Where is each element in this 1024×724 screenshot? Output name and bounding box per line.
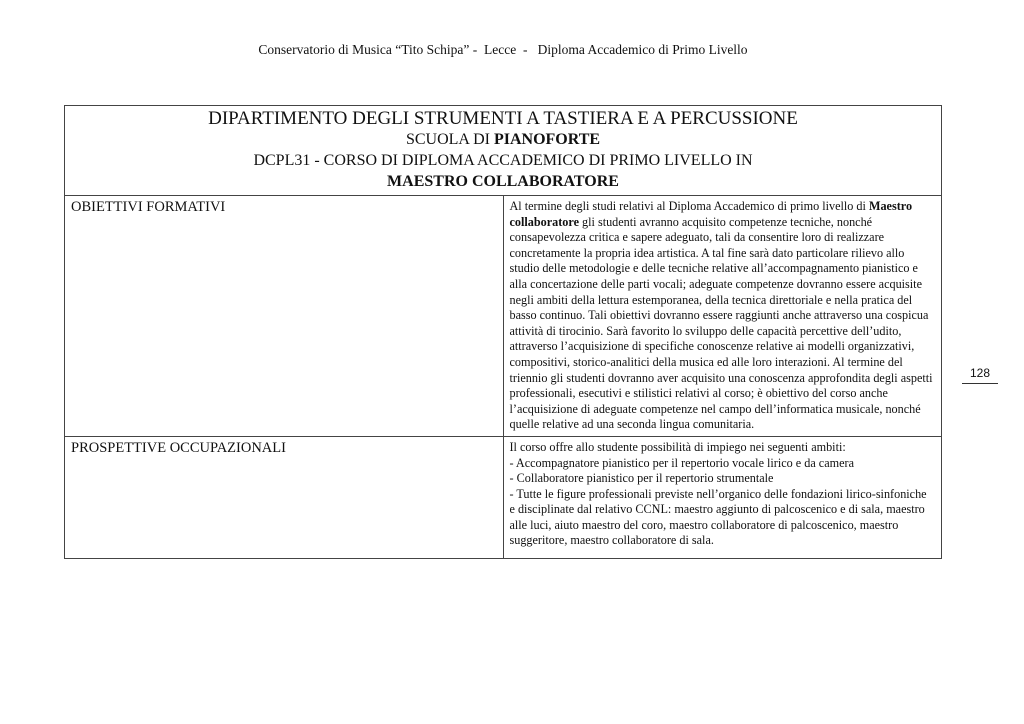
prospects-item: - Collaboratore pianistico per il repertorio strumentale bbox=[509, 471, 774, 486]
course-name bbox=[69, 171, 937, 192]
course-name-text: MAESTRO COLLABORATORE bbox=[387, 173, 619, 190]
title-row bbox=[65, 106, 942, 196]
prospects-label: PROSPETTIVE OCCUPAZIONALI bbox=[65, 436, 504, 558]
prospects-text bbox=[503, 436, 942, 558]
prospects-intro: Il corso offre allo studente possibilità di impiego nei seguenti ambiti: bbox=[509, 439, 846, 454]
objectives-text bbox=[503, 196, 942, 437]
page-header: Conservatorio di Musica “Tito Schipa” - Lecce - Diploma Accademico di Primo Livello bbox=[258, 42, 748, 57]
prospects-item: - Accompagnatore pianistico per il repertorio vocale lirico e da camera bbox=[509, 455, 854, 470]
department-title: DIPARTIMENTO DEGLI STRUMENTI A TASTIERA E A PERCUSSIONE bbox=[208, 108, 798, 129]
school-line bbox=[69, 129, 937, 150]
prospects-item: - Tutte le figure professionali previste nell’organico delle fondazioni lirico-sinfoniche e disciplinate dal relativo CCNL: maestro aggiunto di palcoscenico e di sala, maestro alle luci, aiuto maestro del coro, maestro collaboratore di palcoscenico, maestro suggeritore, maestro collaboratore di sala. bbox=[509, 486, 927, 548]
title-block bbox=[65, 106, 942, 196]
course-table bbox=[64, 105, 942, 559]
objectives-text-start: Al termine degli studi relativi al Diploma Accademico di primo livello di bbox=[509, 199, 869, 213]
school-name: PIANOFORTE bbox=[493, 131, 601, 148]
prospects-row bbox=[65, 436, 942, 558]
page-number: 128 bbox=[962, 366, 998, 384]
objectives-text-rest: gli studenti avranno acquisito competenze tecniche, nonché consapevolezza critica e sapere adeguato, tali da consentire loro di realizzare concretamente la propria idea artistica. A tal fine sarà dato particolare rilievo allo studio delle metodologie e delle tecniche relative all’accompagnamento pianistico e alla concertazione delle parti vocali; adeguate competenze dovranno essere acquisite negli ambiti della lettura estemporanea, della tecnica direttoriale e nella pratica del basso continuo. Tali obiettivi dovranno essere raggiunti anche attraverso una cospicua attività di tirocinio. Sarà favorito lo sviluppo delle capacità percettive dell’udito, attraverso l’acquisizione di specifiche conoscenze relative ai modelli organizzativi, compositivi, storico-analitici della musica ed alle loro interazioni. Al termine del triennio gli studenti dovranno aver acquisito una conoscenza approfondita degli aspetti professionali, esecutivi e stilistici relativi al corso; è obiettivo del corso anche l’acquisizione di adeguate competenze nel campo dell’informatica musicale, nonché quelle relative ad una seconda lingua comunitaria. bbox=[509, 214, 933, 432]
course-line: DCPL31 - CORSO DI DIPLOMA ACCADEMICO DI PRIMO LIVELLO IN bbox=[253, 152, 753, 169]
school-prefix: SCUOLA DI bbox=[405, 131, 494, 148]
objectives-label: OBIETTIVI FORMATIVI bbox=[65, 196, 504, 437]
objectives-course-name: Maestro collaboratore bbox=[509, 199, 913, 229]
objectives-row bbox=[65, 196, 942, 437]
